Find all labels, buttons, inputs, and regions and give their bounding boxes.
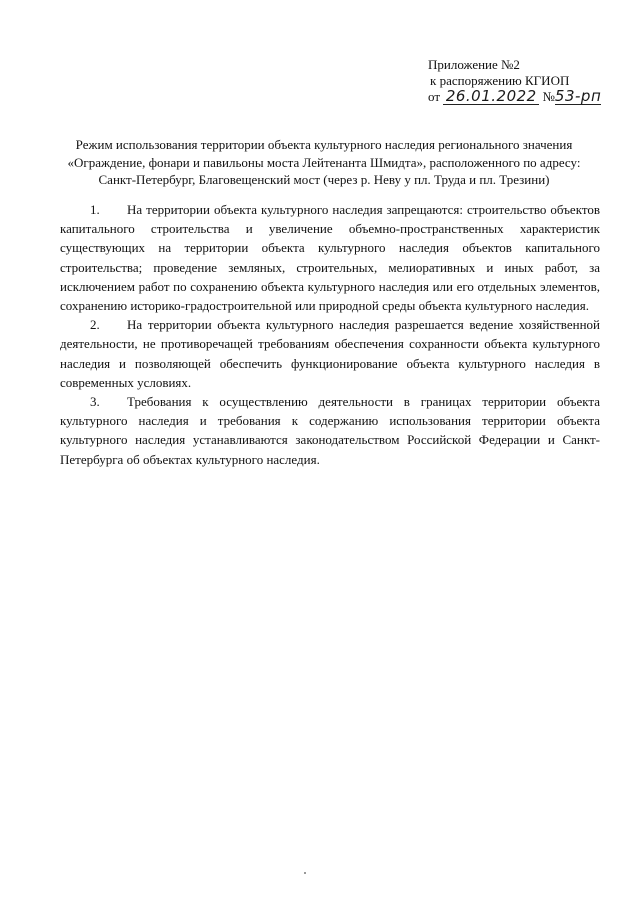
list-item <box>60 392 600 469</box>
handwritten-number: 53-рп <box>554 87 602 105</box>
item-number: 1. <box>90 202 100 217</box>
item-number: 2. <box>90 317 100 333</box>
item-text: Требования к осуществлению деятельности в границах территории объекта культурного наследия и требования к содержанию использования территории объекта культурного наследия устанавливаются законодательством Российской Федерации и Санкт-Петербурга об объектах культурного наследия. <box>60 394 600 467</box>
date-prefix: от <box>428 89 441 104</box>
appendix-date-number <box>428 89 601 105</box>
item-text: На территории объекта культурного наследия запрещаются: строительство объектов капитального строительства и увеличение объемно-пространственных характеристик существующих на территории объекта культурного наследия объектов капитального строительства; проведение земляных, строительных, мелиоративных и иных работ, за исключением работ по сохранению объекта культурного наследия или его отдельных элементов, сохранению историко-градостроительной или природной среды объекта культурного наследия. <box>60 202 600 314</box>
document-body <box>60 200 600 469</box>
document-title <box>60 136 588 189</box>
title-line: Режим использования территории объекта культурного наследия регионального значения <box>75 137 573 152</box>
title-line: Санкт-Петербург, Благовещенский мост (через р. Неву у пл. Труда и пл. Трезини) <box>98 172 550 187</box>
appendix-header <box>428 57 601 105</box>
item-text: На территории объекта культурного наследия разрешается ведение хозяйственной деятельности, не противоречащей требованиям обеспечения сохранности объекта культурного наследия и позволяющей обеспечить функционирование объекта культурного наследия в современных условиях. <box>60 317 600 390</box>
appendix-order-reference: к распоряжению КГИОП <box>430 73 570 88</box>
list-item <box>60 315 600 392</box>
handwritten-date: 26.01.2022 <box>443 89 539 105</box>
list-item <box>60 200 600 315</box>
scan-speck <box>304 872 306 874</box>
appendix-title: Приложение №2 <box>428 57 520 72</box>
number-prefix: № <box>542 89 555 104</box>
item-number: 3. <box>90 394 100 410</box>
title-line: «Ограждение, фонари и павильоны моста Лейтенанта Шмидта», расположенного по адресу: <box>67 154 581 170</box>
